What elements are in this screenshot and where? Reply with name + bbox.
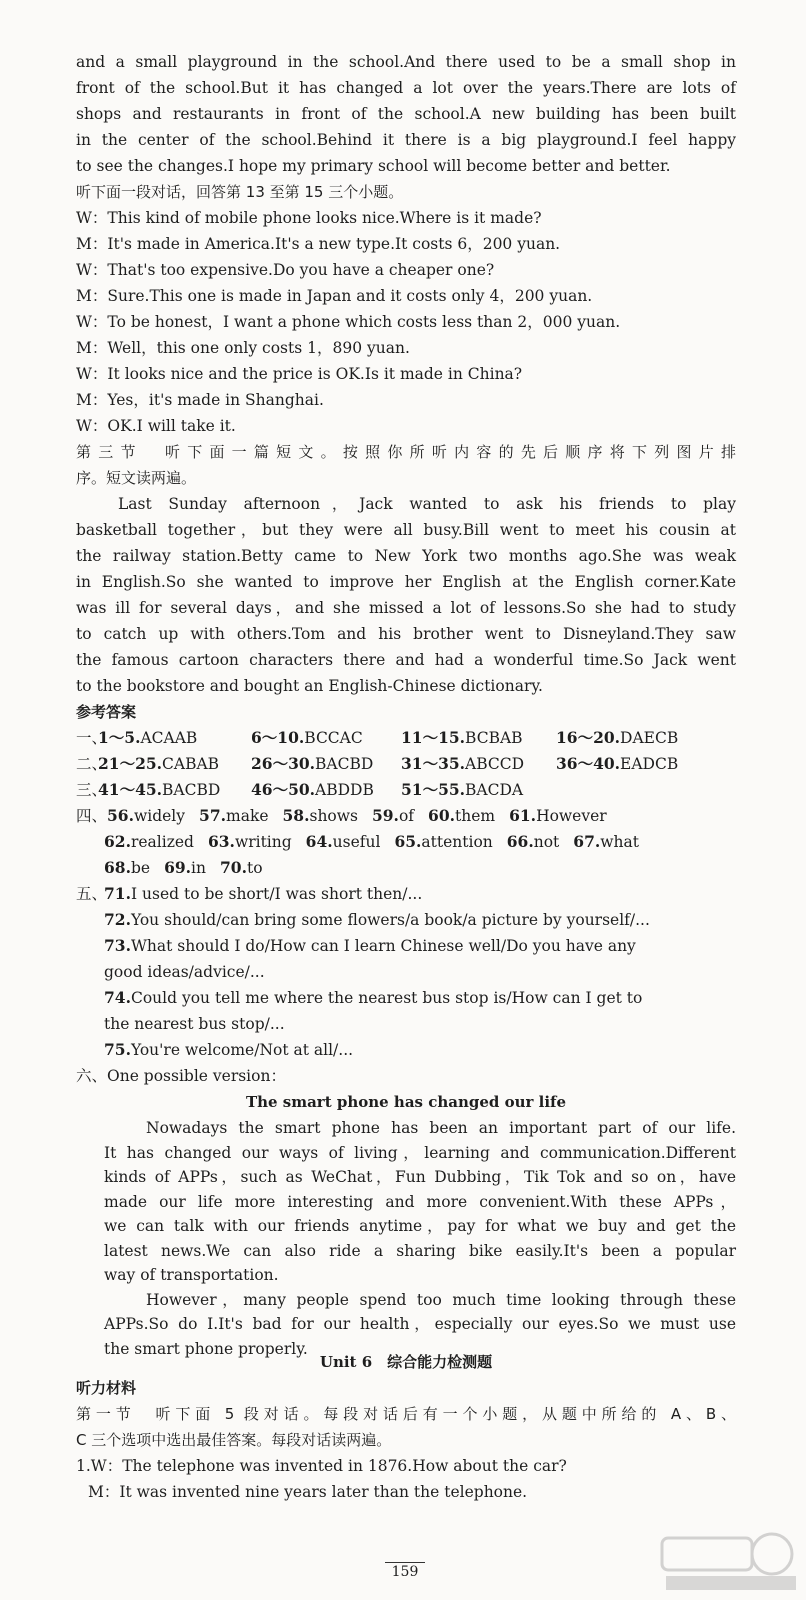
answer-number: 65. [394, 832, 422, 851]
answer-text: I used to be short/I was short then/... [130, 885, 423, 903]
passage-line: the railway station.Betty came to New York two months ago.She was weak [76, 547, 736, 565]
answer-text: You should/can bring some flowers/a book/a picture by yourself/... [130, 911, 650, 929]
answer-group [199, 807, 268, 825]
text-line: to see the changes.I hope my primary school will become better and better. [76, 157, 671, 175]
answer-line [104, 960, 265, 986]
answer-number: 31～35. [401, 754, 466, 773]
answer-group [98, 778, 220, 802]
answer-number: 74. [104, 988, 131, 1007]
answer-number: 57. [199, 806, 226, 825]
essay-line: It has changed our ways of living，learning and communication.Different [104, 1143, 736, 1162]
section-number: 三、 [76, 781, 108, 799]
dialogue-line: M：Yes，it's made in Shanghai. [76, 391, 324, 409]
answer-group [556, 726, 678, 750]
section-number: 四、 [76, 807, 108, 825]
dialogue-line: W：That's too expensive.Do you have a cheaper one? [76, 261, 495, 279]
section-number: 五、 [76, 885, 108, 903]
answer-line [104, 1038, 353, 1064]
answer-number: 51～55. [401, 780, 466, 799]
answer-line [104, 882, 422, 908]
answer-value: DAECB [620, 729, 679, 747]
answer-group [98, 752, 219, 776]
answer-group [573, 833, 639, 851]
answer-value: widely [133, 807, 186, 825]
answer-number: 63. [207, 832, 235, 851]
answer-group [401, 726, 523, 750]
answer-number: 1～5. [98, 728, 141, 747]
listening-material-label: 听力材料 [76, 1379, 137, 1397]
answer-value: EADCB [620, 755, 679, 773]
answer-group [251, 726, 363, 750]
answer-value: in [191, 859, 206, 877]
essay-line: made our life more interesting and more convenient.With these APPs， [104, 1192, 736, 1211]
answer-number: 59. [371, 806, 399, 825]
answer-number: 67. [573, 832, 601, 851]
dialogue-line: 1.W：The telephone was invented in 1876.How about the car? [76, 1457, 567, 1475]
answer-group [104, 859, 150, 877]
answer-line [104, 908, 650, 934]
dialogue-line: M：It was invented nine years later than the telephone. [88, 1483, 528, 1501]
essay-line: kinds of APPs，such as WeChat，Fun Dubbing，Tik Tok and so on，have [104, 1168, 736, 1186]
answer-number: 61. [509, 806, 537, 825]
answer-value: However [536, 807, 607, 825]
passage-line: in English.So she wanted to improve her English at the English corner.Kate [76, 573, 736, 591]
dialogue-line: W：OK.I will take it. [76, 417, 236, 435]
answer-group [107, 807, 185, 825]
passage-line: Last Sunday afternoon，Jack wanted to ask his friends to play [118, 495, 736, 513]
answer-value: useful [332, 833, 381, 851]
answer-group [394, 833, 492, 851]
section4-row [76, 804, 621, 830]
answer-group [401, 778, 523, 802]
answer-number: 6～10. [251, 728, 305, 747]
answer-value: be [130, 859, 151, 877]
answer-value: not [533, 833, 560, 851]
answer-group [98, 726, 197, 750]
answer-text: good ideas/advice/... [104, 963, 265, 981]
section-number: 二、 [76, 755, 108, 773]
answer-group [251, 778, 374, 802]
passage-line: the famous cartoon characters there and had a wonderful time.So Jack went [76, 651, 736, 669]
section-instruction: C 三个选项中选出最佳答案。每段对话读两遍。 [76, 1431, 392, 1449]
answer-group [556, 752, 678, 776]
answer-group [401, 752, 524, 776]
section-number: 一、 [76, 729, 108, 747]
answer-row [76, 726, 736, 752]
answer-number: 21～25. [98, 754, 163, 773]
text-line: shops and restaurants in front of the school.A new building has been built [76, 105, 736, 123]
answer-value: BACDA [465, 781, 524, 799]
answer-group [509, 807, 607, 825]
text-line: in the center of the school.Behind it there is a big playground.I feel happy [76, 131, 736, 149]
answer-value: writing [234, 833, 292, 851]
answer-number: 66. [506, 832, 534, 851]
answer-group [283, 807, 358, 825]
essay-line: latest news.We can also ride a sharing bike easily.It's been a popular [104, 1241, 736, 1260]
dialogue-line: W：To be honest，I want a phone which costs less than 2，000 yuan. [76, 313, 621, 331]
section4-row [104, 830, 653, 856]
answer-group [104, 833, 194, 851]
passage-line: was ill for several days，and she missed a lot of lessons.So she had to study [76, 599, 736, 617]
answer-text: You're welcome/Not at all/... [130, 1041, 354, 1059]
essay-title: The smart phone has changed our life [245, 1093, 567, 1111]
answer-value: make [226, 807, 269, 825]
answer-value: BACBD [315, 755, 374, 773]
answer-key-heading: 参考答案 [76, 703, 137, 721]
dialogue-line: W：This kind of mobile phone looks nice.Where is it made? [76, 209, 542, 227]
answer-number: 72. [104, 910, 131, 929]
page-number: 159 [385, 1562, 425, 1580]
answer-number: 64. [305, 832, 333, 851]
answer-group [220, 859, 263, 877]
essay-line: way of transportation. [104, 1266, 279, 1284]
answer-group [208, 833, 292, 851]
answer-value: BACBD [162, 781, 221, 799]
answer-number: 41～45. [98, 780, 163, 799]
watermark-logo [652, 1526, 802, 1596]
answer-text: What should I do/How can I learn Chinese well/Do you have any [130, 937, 636, 955]
answer-number: 73. [104, 936, 131, 955]
answer-number: 71. [104, 884, 131, 903]
essay-line: the smart phone properly. [104, 1339, 308, 1358]
answer-text: Could you tell me where the nearest bus stop is/How can I get to [130, 989, 643, 1007]
answer-number: 56. [107, 806, 134, 825]
passage-line: to catch up with others.Tom and his brother went to Disneyland.They saw [76, 625, 736, 643]
answer-value: shows [309, 807, 358, 825]
answer-value: realized [130, 833, 194, 851]
answer-line [104, 1012, 285, 1038]
answer-value: of [398, 807, 415, 825]
answer-value: ABDDB [315, 781, 374, 799]
essay-line: APPs.So do I.It's bad for our health，especially our eyes.So we must use [104, 1315, 736, 1333]
answer-line [104, 934, 636, 960]
passage-line: basketball together，but they were all busy.Bill went to meet his cousin at [76, 521, 736, 539]
text-line: front of the school.But it has changed a lot over the years.There are lots of [76, 79, 736, 97]
answer-line [104, 986, 642, 1012]
answer-number: 68. [104, 858, 131, 877]
section-instruction: 第一节 听下面 5 段对话。每段对话后有一个小题，从题中所给的 A、B、 [76, 1405, 736, 1423]
answer-group [251, 752, 373, 776]
answer-value: CABAB [162, 755, 220, 773]
answer-value: what [600, 833, 639, 851]
answer-group [428, 807, 495, 825]
answer-number: 36～40. [556, 754, 621, 773]
answer-value: ACAAB [140, 729, 198, 747]
answer-row [76, 752, 736, 778]
answer-value: BCCAC [304, 729, 363, 747]
answer-value: attention [421, 833, 493, 851]
answer-number: 46～50. [251, 780, 316, 799]
answer-group [372, 807, 414, 825]
answer-number: 70. [220, 858, 247, 877]
section6-lead: 六、One possible version： [76, 1067, 286, 1085]
answer-row [76, 778, 736, 804]
answer-number: 11～15. [401, 728, 466, 747]
answer-number: 16～20. [556, 728, 621, 747]
answer-number: 62. [104, 832, 131, 851]
answer-value: BCBAB [465, 729, 523, 747]
answer-number: 60. [428, 806, 455, 825]
answer-number: 75. [104, 1040, 131, 1059]
essay-line: However，many people spend too much time looking through these [146, 1290, 736, 1309]
answer-number: 69. [164, 858, 192, 877]
answer-text: the nearest bus stop/... [104, 1015, 285, 1033]
dialogue-line: W：It looks nice and the price is OK.Is it made in China? [76, 365, 523, 383]
answer-group [306, 833, 381, 851]
essay-line: we can talk with our friends anytime，pay for what we buy and get the [104, 1217, 736, 1235]
unit-title: Unit 6 综合能力检测题 [319, 1353, 493, 1371]
essay-line: Nowadays the smart phone has been an important part of our life. [146, 1119, 736, 1137]
text-line: and a small playground in the school.And there used to be a small shop in [76, 53, 736, 71]
answer-group [164, 859, 206, 877]
answer-value: them [455, 807, 496, 825]
dialogue-line: M：Well，this one only costs 1，890 yuan. [76, 339, 410, 357]
dialogue-line: M：Sure.This one is made in Japan and it costs only 4，200 yuan. [76, 287, 593, 305]
section-instruction: 听下面一段对话，回答第 13 至第 15 三个小题。 [76, 183, 404, 201]
answer-group [507, 833, 560, 851]
passage-line: to the bookstore and bought an English-Chinese dictionary. [76, 677, 543, 695]
section-instruction: 第三节 听下面一篇短文。按照你所听内容的先后顺序将下列图片排 [76, 443, 736, 461]
section-instruction: 序。短文读两遍。 [76, 469, 197, 487]
answer-number: 58. [282, 806, 310, 825]
answer-value: ABCCD [465, 755, 525, 773]
dialogue-line: M：It's made in America.It's a new type.It costs 6，200 yuan. [76, 235, 561, 253]
answer-value: to [246, 859, 263, 877]
answer-number: 26～30. [251, 754, 316, 773]
section4-row [104, 856, 277, 882]
